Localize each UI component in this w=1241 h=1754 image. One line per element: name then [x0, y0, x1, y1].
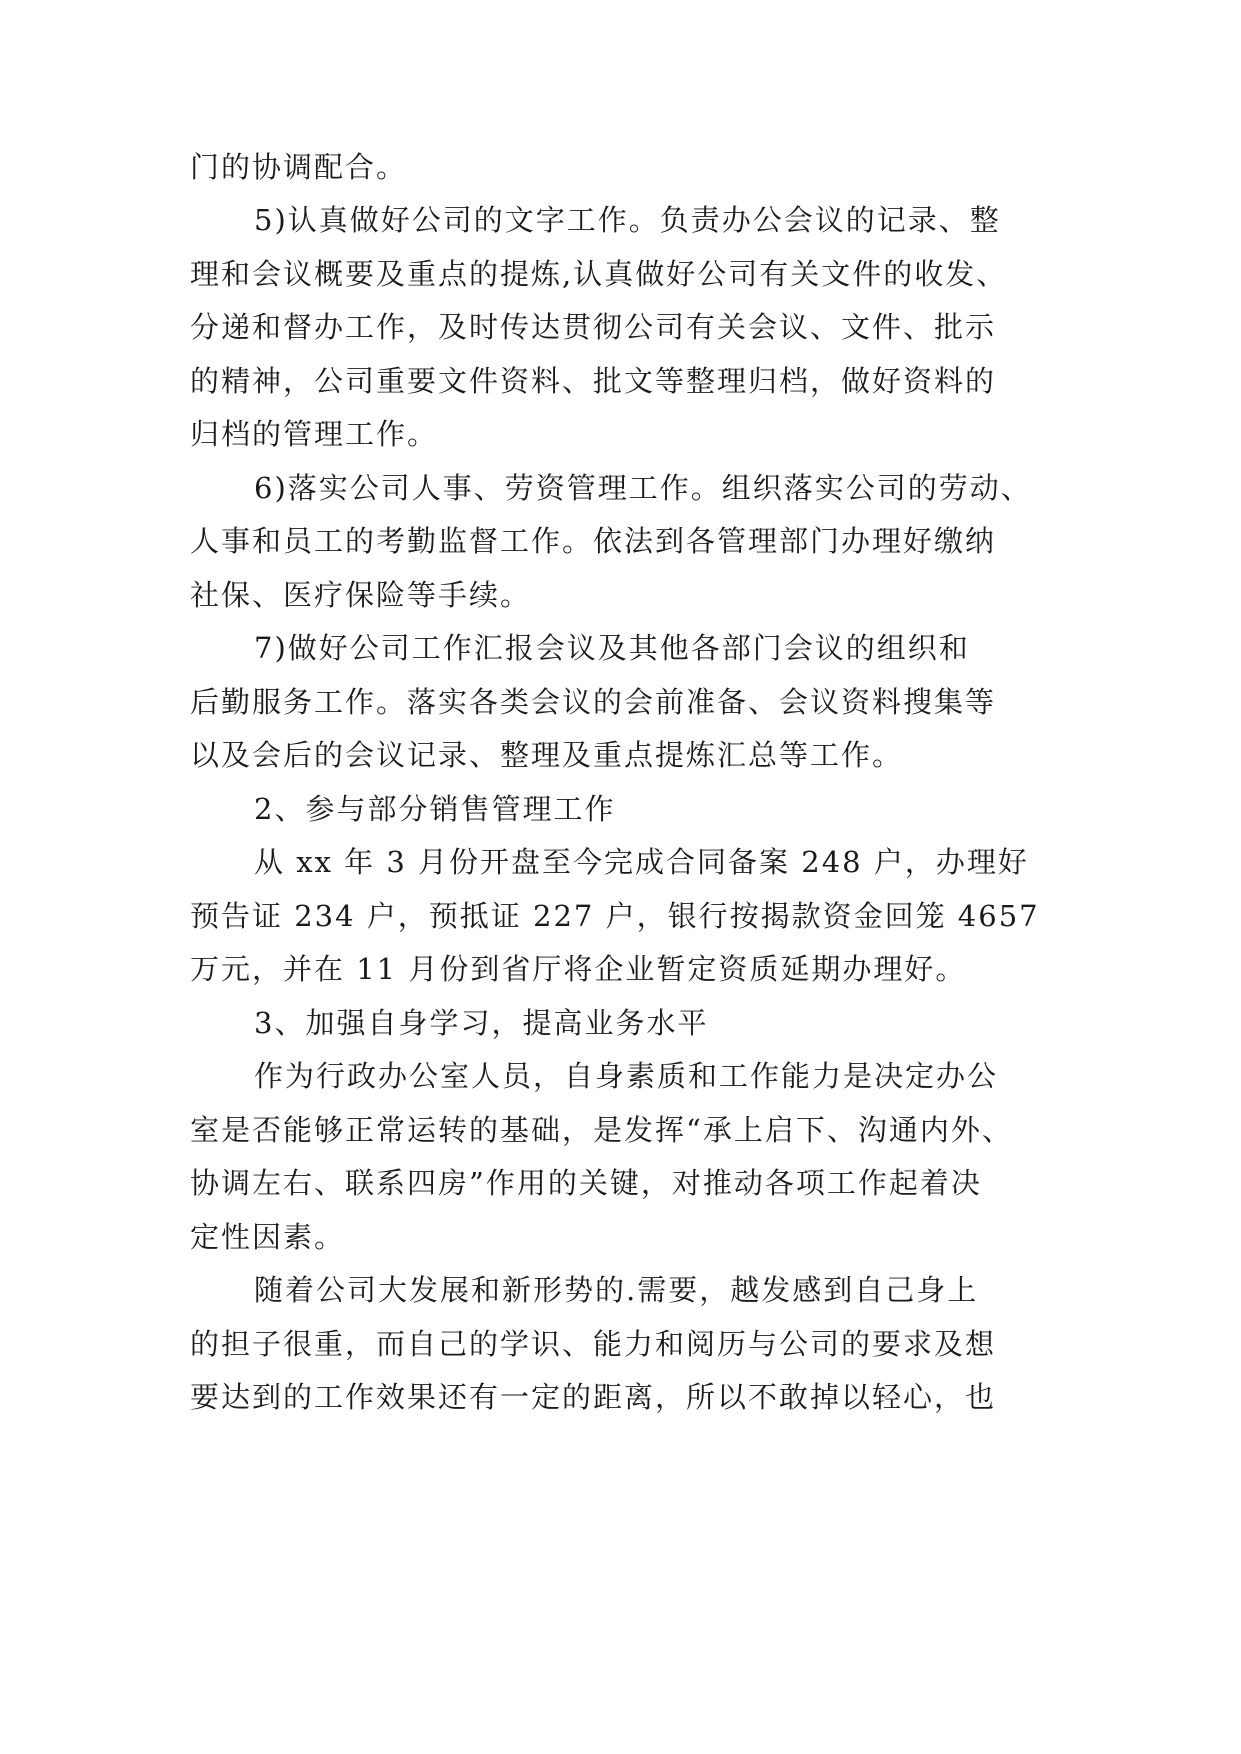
text-line: 门的协调配合。: [190, 150, 408, 184]
text-line: 万元，并在 11 月份到省厅将企业暂定资质延期办理好。: [190, 952, 967, 986]
text-line: 理和会议概要及重点的提炼,认真做好公司有关文件的收发、: [190, 257, 1008, 291]
text-line: 室是否能够正常运转的基础，是发挥“承上启下、沟通内外、: [190, 1113, 1013, 1147]
text-line: 要达到的工作效果还有一定的距离，所以不敢掉以轻心，也: [190, 1380, 997, 1414]
text-line: 定性因素。: [190, 1220, 346, 1254]
text-line: 预告证 234 户，预抵证 227 户，银行按揭款资金回笼 4657: [190, 899, 1040, 933]
text-line: 协调左右、联系四房”作用的关键，对推动各项工作起着决: [190, 1166, 982, 1200]
text-line: 分递和督办工作，及时传达贯彻公司有关会议、文件、批示: [190, 310, 997, 344]
text-line: 人事和员工的考勤监督工作。依法到各管理部门办理好缴纳: [190, 524, 997, 558]
section-heading: 3、加强自身学习，提高业务水平: [254, 1006, 709, 1040]
text-line: 归档的管理工作。: [190, 417, 439, 451]
section-heading: 2、参与部分销售管理工作: [254, 792, 616, 826]
text-line: 作为行政办公室人员，自身素质和工作能力是决定办公: [254, 1059, 999, 1093]
text-line: 社保、医疗保险等手续。: [190, 578, 532, 612]
text-line: 随着公司大发展和新形势的.需要，越发感到自己身上: [254, 1273, 979, 1307]
text-line: 以及会后的会议记录、整理及重点提炼汇总等工作。: [190, 738, 904, 772]
text-line: 7)做好公司工作汇报会议及其他各部门会议的组织和: [254, 631, 970, 665]
text-line: 5)认真做好公司的文字工作。负责办公会议的记录、整: [254, 203, 1001, 237]
text-line: 6)落实公司人事、劳资管理工作。组织落实公司的劳动、: [254, 471, 1032, 505]
text-line: 从 xx 年 3 月份开盘至今完成合同备案 248 户，办理好: [254, 845, 1029, 879]
text-line: 后勤服务工作。落实各类会议的会前准备、会议资料搜集等: [190, 685, 997, 719]
text-line: 的担子很重，而自己的学识、能力和阅历与公司的要求及想: [190, 1327, 997, 1361]
text-line: 的精神，公司重要文件资料、批文等整理归档，做好资料的: [190, 364, 997, 398]
